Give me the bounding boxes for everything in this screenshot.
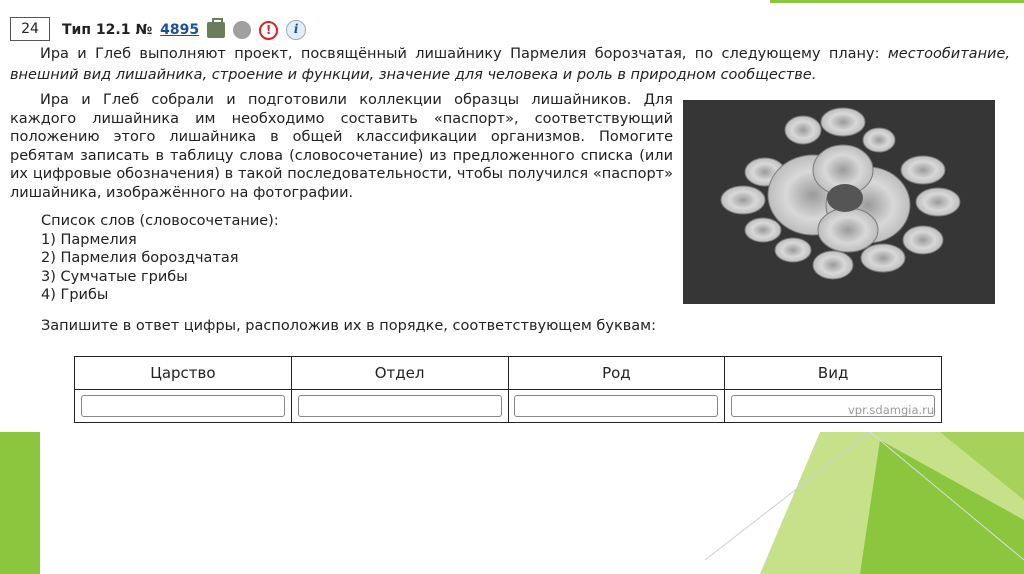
briefcase-icon[interactable] [207,22,225,38]
intro-paragraph [10,44,1010,86]
answer-prompt: Запишите в ответ цифры, расположив их в порядке, соответствующем буквам: [41,318,656,334]
question-type: Тип 12.1 № [62,22,153,38]
answer-input-division[interactable] [298,395,502,417]
top-right-accent-line [770,0,1024,3]
answer-input-kingdom[interactable] [81,395,285,417]
answer-input-genus[interactable] [514,395,718,417]
grey-circle-icon[interactable] [233,21,251,39]
task-body: Ира и Глеб собрали и подготовили коллекции образцы лишайников. Для каждого лишайника им необходимо составить «паспорт», соответствующий положению этого лишайника в общей классификации организмов. Помогите ребятам записать в таблицу слова (словосочетание) из предложенного списка (или их цифровые обозначения) в такой последовательности, чтобы получился «паспорт» лишайника, изображённого на фотографии. [10,92,673,201]
list-item: 1) Пармелия [41,231,137,248]
table-header-row [75,357,942,390]
intro-text: Ира и Глеб выполняют проект, посвящённый лишайнику Пармелия борозчатая, по следующему плану: [40,46,888,62]
lichen-photo [683,100,995,304]
info-icon[interactable]: i [286,20,306,40]
list-item: 2) Пармелия бороздчатая [41,250,239,266]
task-id-link[interactable]: 4895 [160,22,200,38]
list-item: 4) Грибы [41,287,109,303]
word-list-title: Список слов (словосочетание): [41,213,279,229]
word-list [41,212,279,305]
answer-table [74,356,942,423]
warning-icon[interactable]: ! [259,21,278,40]
header-division: Отдел [291,357,508,390]
bottom-left-green-shape [0,432,40,574]
question-header [62,18,306,42]
question-number: 24 [10,17,50,41]
header-species: Вид [725,357,942,390]
table-row [75,390,942,423]
intro-plan-text: местообитание, внешний вид лишайника, строение и функции, значение для человека и роль в природном сообществе. [10,46,1010,83]
watermark: vpr.sdamgia.ru [848,403,935,417]
header-kingdom: Царство [75,357,292,390]
header-genus: Род [508,357,725,390]
list-item: 3) Сумчатые грибы [41,268,188,285]
